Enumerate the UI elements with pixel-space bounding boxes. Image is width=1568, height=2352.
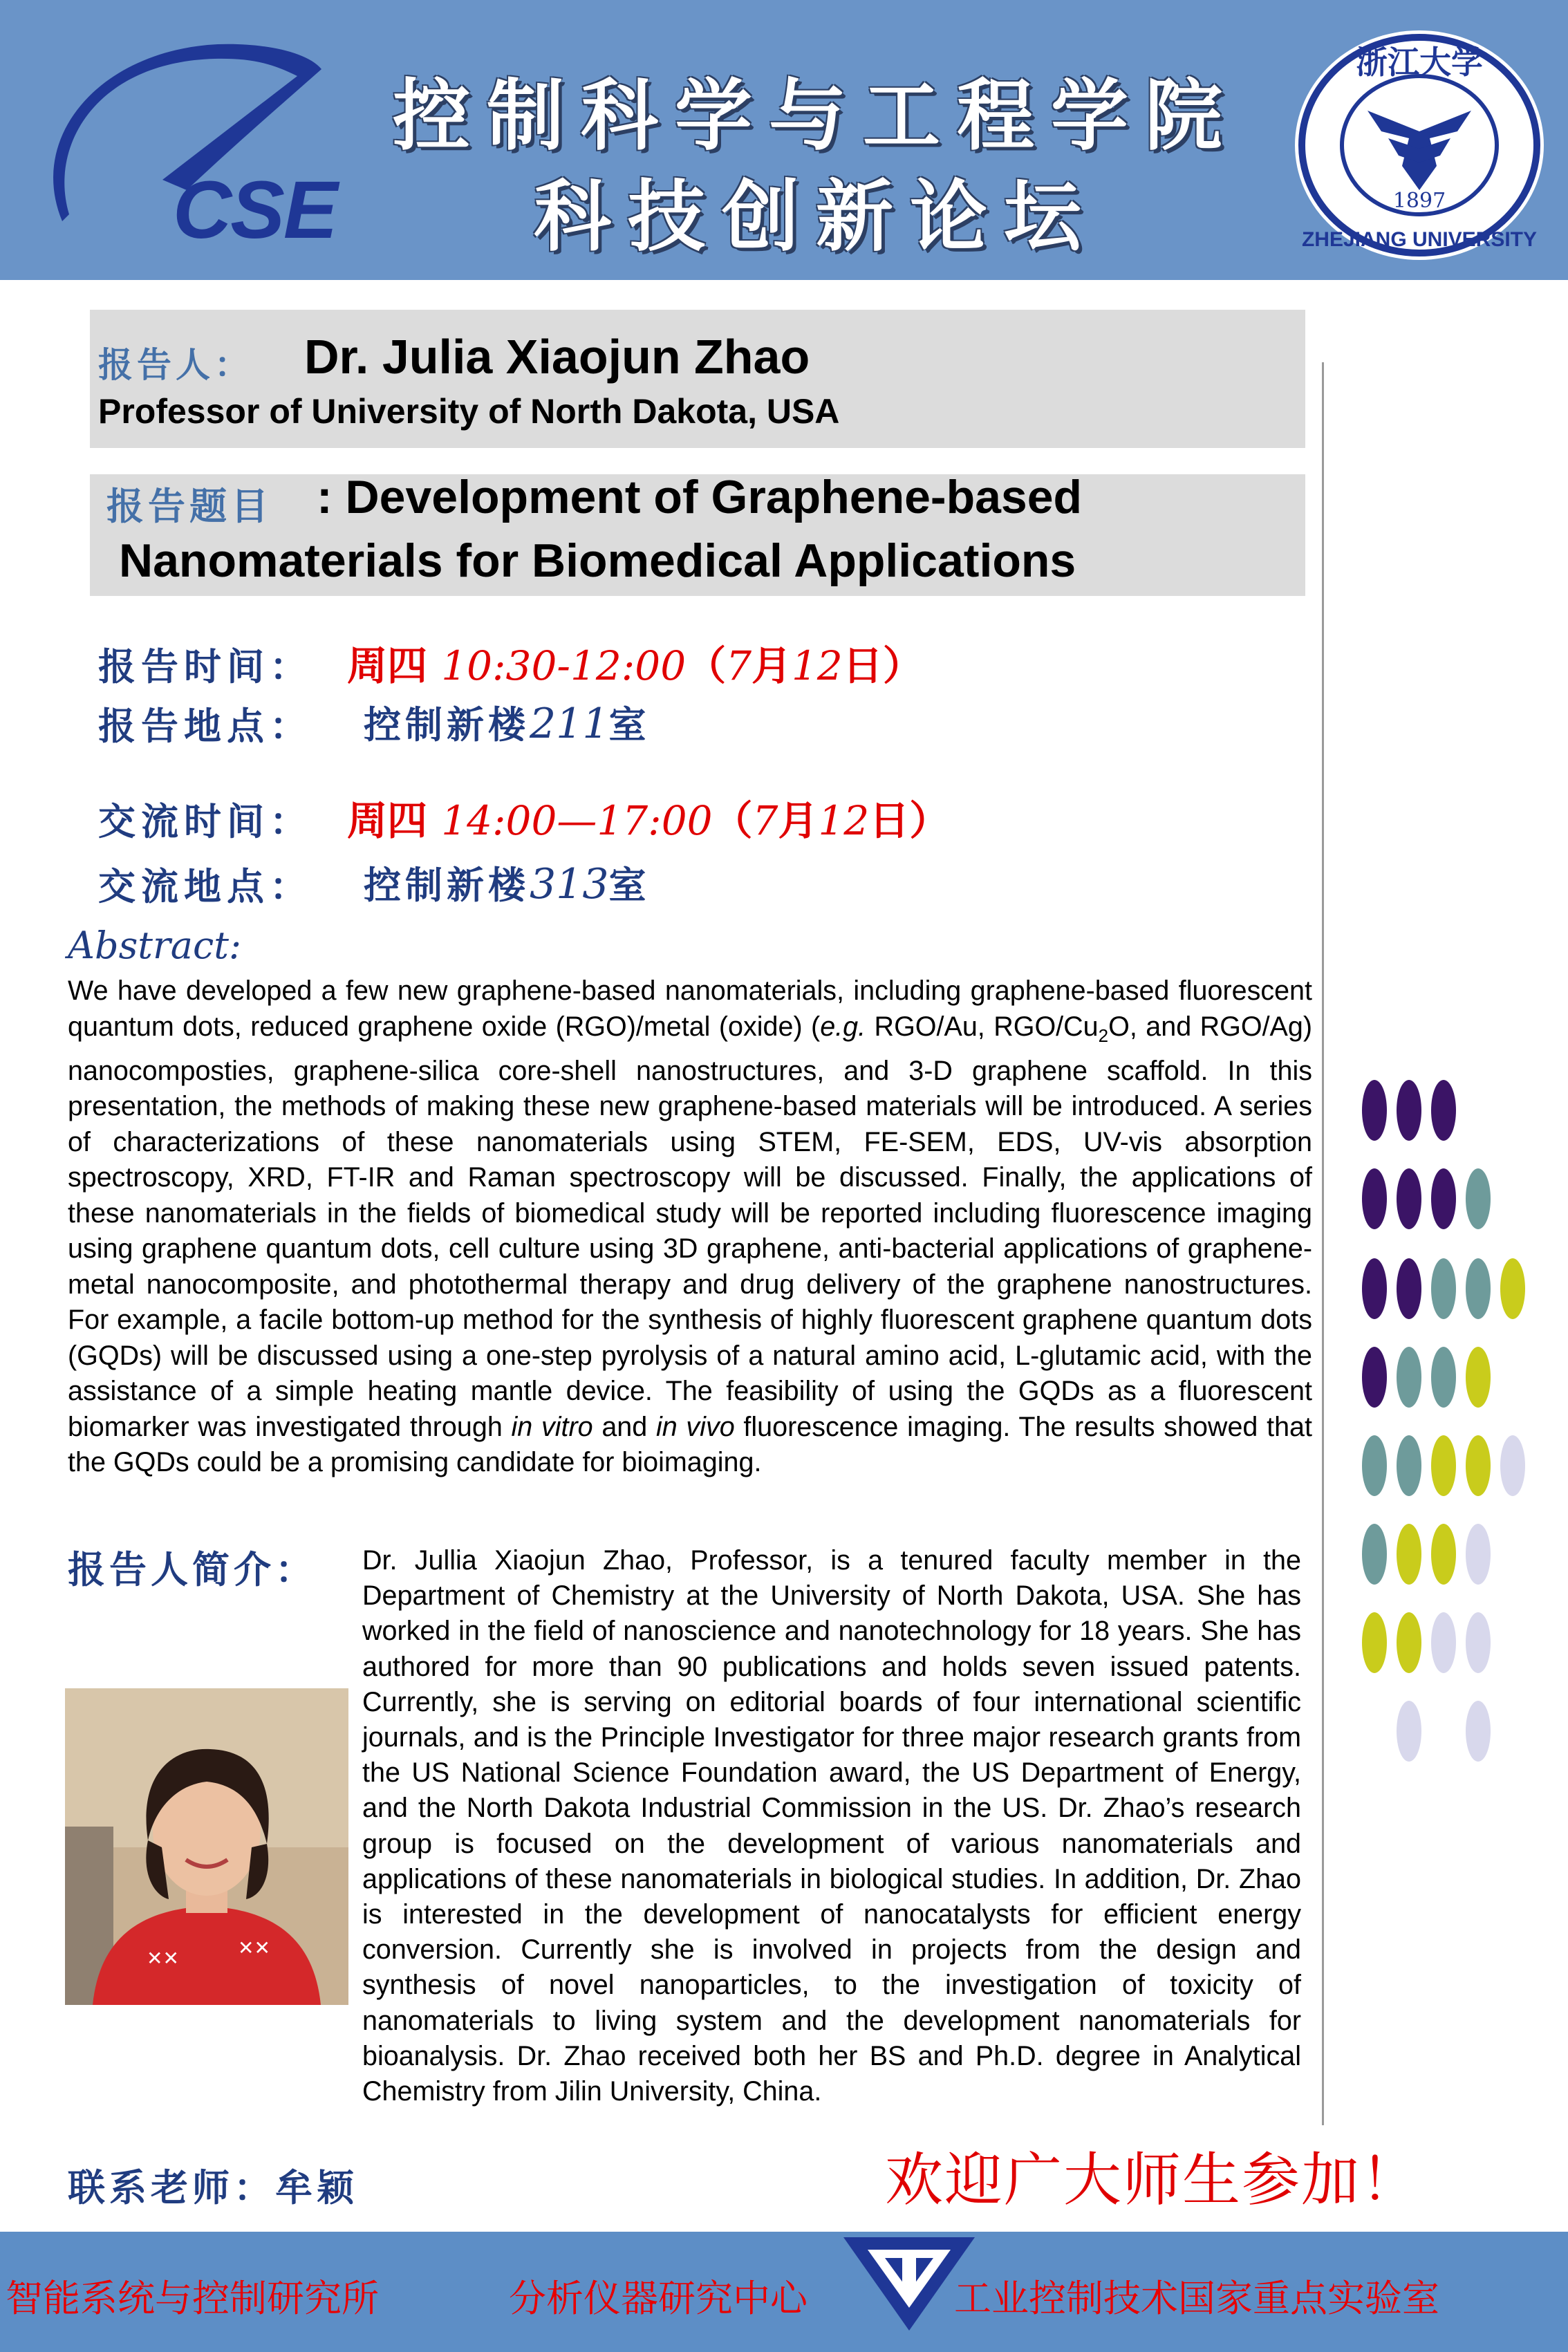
zju-seal-icon xyxy=(1291,28,1547,263)
decorative-dot xyxy=(1431,1612,1456,1673)
decorative-dot xyxy=(1500,1258,1525,1319)
footer-institute-left: 智能系统与控制研究所 xyxy=(6,2277,379,2320)
decorative-dot xyxy=(1397,1258,1421,1319)
svg-text:ZHEJIANG UNIVERSITY: ZHEJIANG UNIVERSITY xyxy=(1301,228,1538,251)
speaker-name: Dr. Julia Xiaojun Zhao xyxy=(304,330,810,384)
decorative-dot xyxy=(1466,1168,1491,1229)
abstract-text: We have developed a few new graphene-based nanomaterials, including graphene-based fluorescent quantum dots, reduced graphene oxide (RGO)/metal (oxide) (e.g. RGO/Au, RGO/$Cu_2O$, and RGO/Ag) nanocomposties, graphene-silica core-shell nanostructures, and 3-D graphene scaffold. In this presentation, the methods of making these new graphene-based materials will be introduced. A series of characterizations of these nanomaterials using STEM, FE-SEM, EDS, UV-vis absorption spectroscopy, XRD, FT-IR and Raman spectroscopy will be discussed. Finally, the applications of these nanomaterials in the fields of biomedical study will be reported including fluorescence imaging using graphene quantum dots, cell culture using 3D graphene, anti-bacterial applications of graphene-metal nanocomposite, and photothermal therapy and drug delivery of the graphene nanostructures. For example, a facile bottom-up method for the synthesis of highly fluorescent graphene quantum dots (GQDs) will be discussed using a one-step pyrolysis of a natural amino acid, L-glutamic acid, with the assistance of a simple heating mantle device. The feasibility of using the GQDs as a fluorescent biomarker was investigated through in vitro and in vivo fluorescence imaging. The results showed that the GQDs could be a promising candidate for bioimaging. xyxy=(68,976,1313,1478)
decorative-dot xyxy=(1362,1258,1387,1319)
talk-place-value: 控制新楼211室 xyxy=(364,700,651,748)
decorative-dot xyxy=(1431,1258,1456,1319)
svg-text:✕✕: ✕✕ xyxy=(238,1936,270,1959)
talk-time-label: 报告时间： xyxy=(98,645,312,689)
decorative-dot xyxy=(1397,1080,1421,1141)
speaker-portrait xyxy=(65,1688,348,2005)
meet-place-value: 控制新楼313室 xyxy=(364,860,651,908)
decorative-dot xyxy=(1431,1347,1456,1408)
footer-institute-middle: 分析仪器研究中心 xyxy=(509,2277,808,2320)
header-title-line1: 控制科学与工程学院 xyxy=(393,71,1239,161)
svg-text:1897: 1897 xyxy=(1392,189,1446,213)
speaker-affiliation: Professor of University of North Dakota, USA xyxy=(98,392,840,431)
decorative-dot xyxy=(1431,1524,1456,1585)
decorative-dot xyxy=(1466,1435,1491,1496)
divider-line xyxy=(1322,362,1324,2125)
cse-logo-text: CSE xyxy=(173,165,337,256)
topic-title-line1: : Development of Graphene-based xyxy=(317,471,1083,523)
decorative-dot xyxy=(1431,1435,1456,1496)
decorative-dot xyxy=(1362,1524,1387,1585)
decorative-dot xyxy=(1466,1347,1491,1408)
decorative-dot xyxy=(1431,1080,1456,1141)
abstract-heading: Abstract: xyxy=(68,924,242,967)
topic-title-line2: Nanomaterials for Biomedical Applications xyxy=(119,534,1076,587)
decorative-dot xyxy=(1466,1612,1491,1673)
decorative-dot xyxy=(1362,1612,1387,1673)
decorative-dot xyxy=(1397,1347,1421,1408)
welcome-message: 欢迎广大师生参加！ xyxy=(885,2146,1421,2214)
lab-logo-icon xyxy=(837,2230,982,2334)
decorative-dot xyxy=(1397,1168,1421,1229)
footer-institute-right: 工业控制技术国家重点实验室 xyxy=(954,2277,1439,2320)
talk-place-label: 报告地点： xyxy=(98,704,312,748)
speaker-label: 报告人： xyxy=(98,345,253,385)
decorative-dot xyxy=(1397,1701,1421,1762)
meet-time-value: 周四 14:00—17:00（7月12日） xyxy=(347,797,950,844)
bio-text: Dr. Jullia Xiaojun Zhao, Professor, is a tenured faculty member in the Department of Chemistry at the University of North Dakota, USA. She has worked in the field of nanoscience and nanotechnology for 18 years. She has authored for more than 90 publications and holds seven issued patents. Currently, she is serving on editorial boards of four international scientific journals, and is the Principle Investigator for three major research grants from the US National Science Foundation award, the US Department of Energy, and the North Dakota Industrial Commission in the US. Dr. Zhao’s research group is focused on the development of various nanomaterials and applications of these nanomaterials in biological studies. In addition, Dr. Zhao is interested in the development of nanocatalysts for efficient energy conversion. Currently she is involved in projects from the design and synthesis of novel nanoparticles, to the investigation of toxicity of nanomaterials to living system and the development nanomaterials for bioanalysis. Dr. Zhao received both her BS and Ph.D. degree in Analytical Chemistry from Jilin University, China. xyxy=(362,1545,1301,2107)
header-title-line2: 科技创新论坛 xyxy=(534,172,1098,262)
decorative-dot xyxy=(1397,1435,1421,1496)
decorative-dot xyxy=(1466,1701,1491,1762)
decorative-dot xyxy=(1397,1612,1421,1673)
bio-label: 报告人简介： xyxy=(68,1548,317,1592)
decorative-dot xyxy=(1466,1258,1491,1319)
meet-time-label: 交流时间： xyxy=(98,800,312,843)
decorative-dot xyxy=(1362,1347,1387,1408)
meet-place-label: 交流地点： xyxy=(98,865,312,908)
decorative-dot xyxy=(1500,1435,1525,1496)
decorative-dot xyxy=(1362,1435,1387,1496)
decorative-dot xyxy=(1466,1524,1491,1585)
contact-teacher: 联系老师：牟颖 xyxy=(68,2166,358,2210)
decorative-dot xyxy=(1431,1168,1456,1229)
topic-label: 报告题目 xyxy=(106,485,272,528)
decorative-dot xyxy=(1397,1524,1421,1585)
decorative-dot xyxy=(1362,1168,1387,1229)
decorative-dot xyxy=(1362,1080,1387,1141)
svg-text:浙江大学: 浙江大学 xyxy=(1356,44,1483,81)
svg-text:✕✕: ✕✕ xyxy=(147,1947,179,1970)
talk-time-value: 周四 10:30-12:00（7月12日） xyxy=(347,642,923,689)
